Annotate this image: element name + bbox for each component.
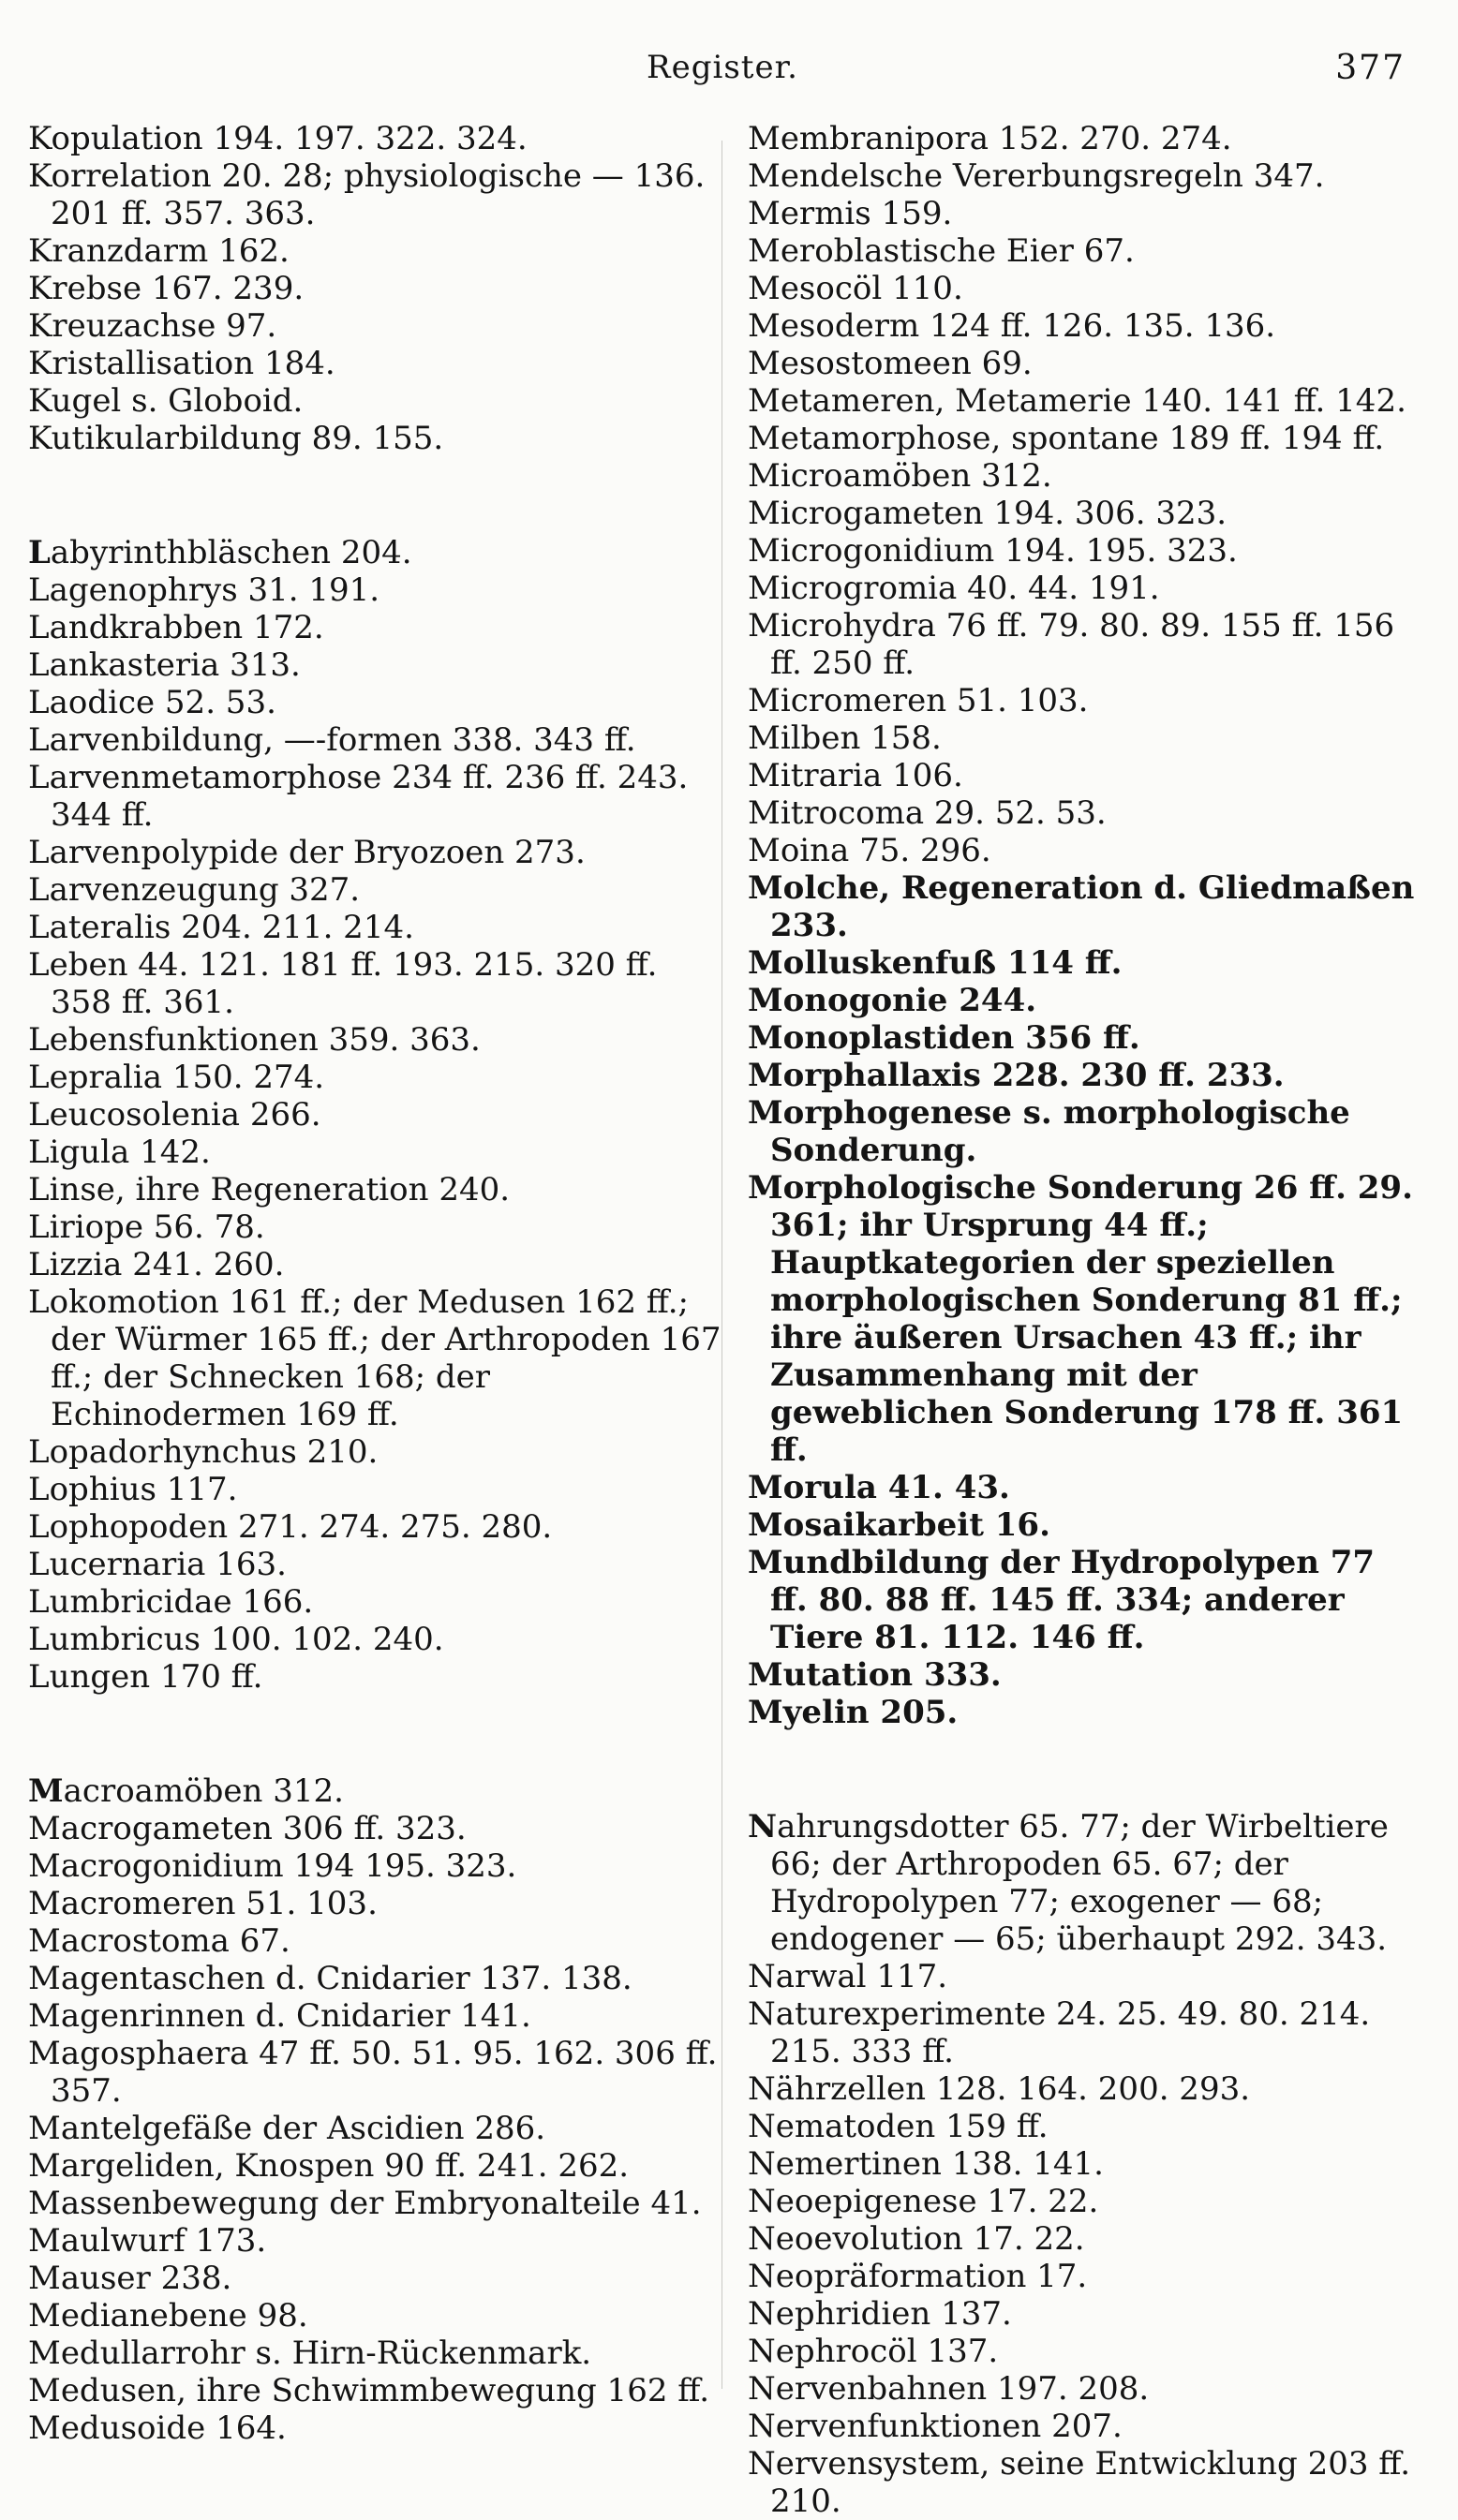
index-entry: Naturexperimente 24. 25. 49. 80. 214. 215. 333 ff.	[748, 1995, 1371, 2070]
index-column-left	[28, 120, 726, 2447]
index-entry: Milben 158.	[748, 719, 942, 757]
index-entry: Nephrocöl 137.	[748, 2333, 999, 2370]
index-entry: Lepralia 150. 274.	[28, 1059, 325, 1096]
index-entry: Mesocöl 110.	[748, 270, 963, 307]
index-entry: Lungen 170 ff.	[28, 1658, 263, 1696]
index-entry: Nahrungsdotter 65. 77; der Wirbeltiere 66; der Arthropoden 65. 67; der Hydropolypen 77; exogener — 68; endogener — 65; überhaupt 292. 343.	[748, 1808, 1389, 1958]
index-entry: Kranzdarm 162.	[28, 232, 290, 270]
index-entry: Landkrabben 172.	[28, 609, 324, 646]
index-entry: Nährzellen 128. 164. 200. 293.	[748, 2070, 1251, 2108]
index-entry: Macrogameten 306 ff. 323.	[28, 1810, 467, 1847]
index-entry: Morula 41. 43.	[748, 1469, 1010, 1506]
index-entry: Mutation 333.	[748, 1656, 1002, 1694]
index-entry: Micromeren 51. 103.	[748, 682, 1089, 719]
index-entry: Kreuzachse 97.	[28, 307, 277, 345]
index-column-right	[748, 120, 1422, 2520]
index-entry: Moina 75. 296.	[748, 832, 991, 869]
index-entry: Laodice 52. 53.	[28, 684, 276, 721]
index-entry: Molche, Regeneration d. Gliedmaßen 233.	[748, 869, 1415, 944]
index-entry: Magentaschen d. Cnidarier 137. 138.	[28, 1960, 632, 1997]
index-entry: Mauser 238.	[28, 2260, 232, 2297]
index-entry: Larvenpolypide der Bryozoen 273.	[28, 834, 586, 871]
index-entry: Lophius 117.	[28, 1471, 238, 1508]
index-entry: Labyrinthbläschen 204.	[28, 534, 412, 571]
index-entry: Narwal 117.	[748, 1958, 948, 1995]
index-entry: Microhydra 76 ff. 79. 80. 89. 155 ff. 156 ff. 250 ff.	[748, 607, 1395, 682]
index-entry: Nephridien 137.	[748, 2295, 1012, 2333]
index-entry: Medusen, ihre Schwimmbewegung 162 ff.	[28, 2372, 710, 2409]
section-initial: L	[28, 534, 51, 571]
index-entry: Magenrinnen d. Cnidarier 141.	[28, 1997, 531, 2035]
index-entry: Lopadorhynchus 210.	[28, 1433, 379, 1471]
page-header	[0, 49, 1458, 96]
index-entry: Medianebene 98.	[28, 2297, 308, 2335]
index-entry: Microgromia 40. 44. 191.	[748, 570, 1160, 607]
index-entry: Morphologische Sonderung 26 ff. 29. 361; ihr Ursprung 44 ff.; Hauptkategorien der speziellen morphologischen Sonderung 81 ff.; ihre äußeren Ursachen 43 ff.; ihr Zusammenhang mit der geweblichen Sonderung 178 ff. 361 ff.	[748, 1169, 1413, 1469]
index-entry: Morphallaxis 228. 230 ff. 233.	[748, 1057, 1285, 1094]
index-entry: Linse, ihre Regeneration 240.	[28, 1171, 511, 1208]
index-entry: Lankasteria 313.	[28, 646, 301, 684]
index-entry: Nervenbahnen 197. 208.	[748, 2370, 1150, 2408]
index-entry: Magosphaera 47 ff. 50. 51. 95. 162. 306 ff. 357.	[28, 2035, 718, 2110]
index-entry: Macroamöben 312.	[28, 1772, 344, 1810]
index-entry: Lokomotion 161 ff.; der Medusen 162 ff.; der Würmer 165 ff.; der Arthropoden 167 ff.; der Schnecken 168; der Echinodermen 169 ff.	[28, 1283, 722, 1433]
index-entry: Kopulation 194. 197. 322. 324.	[28, 120, 528, 157]
index-entry: Mantelgefäße der Ascidien 286.	[28, 2110, 546, 2147]
index-entry: Lizzia 241. 260.	[28, 1246, 285, 1283]
index-entry: Krebse 167. 239.	[28, 270, 305, 307]
index-entry: Korrelation 20. 28; physiologische — 136. 201 ff. 357. 363.	[28, 157, 706, 232]
index-entry: Larvenbildung, —-formen 338. 343 ff.	[28, 721, 636, 759]
index-entry: Leucosolenia 266.	[28, 1096, 321, 1134]
index-entry: Metamorphose, spontane 189 ff. 194 ff.	[748, 420, 1385, 457]
index-entry: Mendelsche Vererbungsregeln 347.	[748, 157, 1325, 195]
index-entry: Lagenophrys 31. 191.	[28, 571, 380, 609]
index-entry: Morphogenese s. morphologische Sonderung.	[748, 1094, 1350, 1169]
index-entry: Maulwurf 173.	[28, 2222, 267, 2260]
index-entry: Mesoderm 124 ff. 126. 135. 136.	[748, 307, 1276, 345]
index-entry: Mesostomeen 69.	[748, 345, 1033, 382]
index-entry: Meroblastische Eier 67.	[748, 232, 1135, 270]
index-entry: Neoevolution 17. 22.	[748, 2220, 1085, 2258]
index-entry: Lucernaria 163.	[28, 1546, 287, 1583]
index-entry: Larvenzeugung 327.	[28, 871, 361, 909]
index-entry: Monogonie 244.	[748, 982, 1037, 1019]
index-entry: Mundbildung der Hydropolypen 77 ff. 80. 88 ff. 145 ff. 334; anderer Tiere 81. 112. 146 ff.	[748, 1544, 1376, 1656]
index-entry: Nervensystem, seine Entwicklung 203 ff. 210.	[748, 2445, 1411, 2520]
index-entry: Neopräformation 17.	[748, 2258, 1088, 2295]
index-entry: Myelin 205.	[748, 1694, 959, 1731]
index-entry: Nemertinen 138. 141.	[748, 2145, 1104, 2183]
index-entry: Microgonidium 194. 195. 323.	[748, 532, 1238, 570]
index-entry: Medusoide 164.	[28, 2409, 287, 2447]
index-entry: Macrogonidium 194 195. 323.	[28, 1847, 517, 1885]
index-entry: Macromeren 51. 103.	[28, 1885, 378, 1922]
index-entry: Kristallisation 184.	[28, 345, 335, 382]
index-entry: Lophopoden 271. 274. 275. 280.	[28, 1508, 553, 1546]
index-entry: Neoepigenese 17. 22.	[748, 2183, 1099, 2220]
index-entry: Larvenmetamorphose 234 ff. 236 ff. 243. 344 ff.	[28, 759, 689, 834]
section-initial: N	[748, 1808, 778, 1846]
index-entry: Liriope 56. 78.	[28, 1208, 265, 1246]
index-entry: Mosaikarbeit 16.	[748, 1506, 1050, 1544]
index-entry: Kutikularbildung 89. 155.	[28, 420, 444, 457]
index-entry: Lumbricidae 166.	[28, 1583, 314, 1621]
index-entry: Margeliden, Knospen 90 ff. 241. 262.	[28, 2147, 630, 2185]
index-entry: Lebensfunktionen 359. 363.	[28, 1021, 481, 1059]
index-entry: Ligula 142.	[28, 1134, 211, 1171]
index-entry: Medullarrohr s. Hirn-Rückenmark.	[28, 2335, 592, 2372]
section-initial: M	[28, 1772, 64, 1810]
index-entry: Membranipora 152. 270. 274.	[748, 120, 1232, 157]
index-entry: Leben 44. 121. 181 ff. 193. 215. 320 ff. 358 ff. 361.	[28, 946, 658, 1021]
index-entry: Microgameten 194. 306. 323.	[748, 495, 1227, 532]
index-entry: Macrostoma 67.	[28, 1922, 290, 1960]
index-entry: Nematoden 159 ff.	[748, 2108, 1049, 2145]
index-entry: Nervenfunktionen 207.	[748, 2408, 1123, 2445]
page-title: Register.	[647, 49, 798, 86]
index-entry: Molluskenfuß 114 ff.	[748, 944, 1123, 982]
page-number: 377	[1335, 49, 1406, 87]
index-entry: Massenbewegung der Embryonalteile 41.	[28, 2185, 702, 2222]
index-entry: Mitraria 106.	[748, 757, 963, 794]
index-entry: Mitrocoma 29. 52. 53.	[748, 794, 1107, 832]
index-entry: Kugel s. Globoid.	[28, 382, 304, 420]
index-entry: Mermis 159.	[748, 195, 953, 232]
index-entry: Lateralis 204. 211. 214.	[28, 909, 414, 946]
index-entry: Lumbricus 100. 102. 240.	[28, 1621, 444, 1658]
index-entry: Microamöben 312.	[748, 457, 1052, 495]
index-entry: Metameren, Metamerie 140. 141 ff. 142.	[748, 382, 1406, 420]
index-entry: Monoplastiden 356 ff.	[748, 1019, 1140, 1057]
